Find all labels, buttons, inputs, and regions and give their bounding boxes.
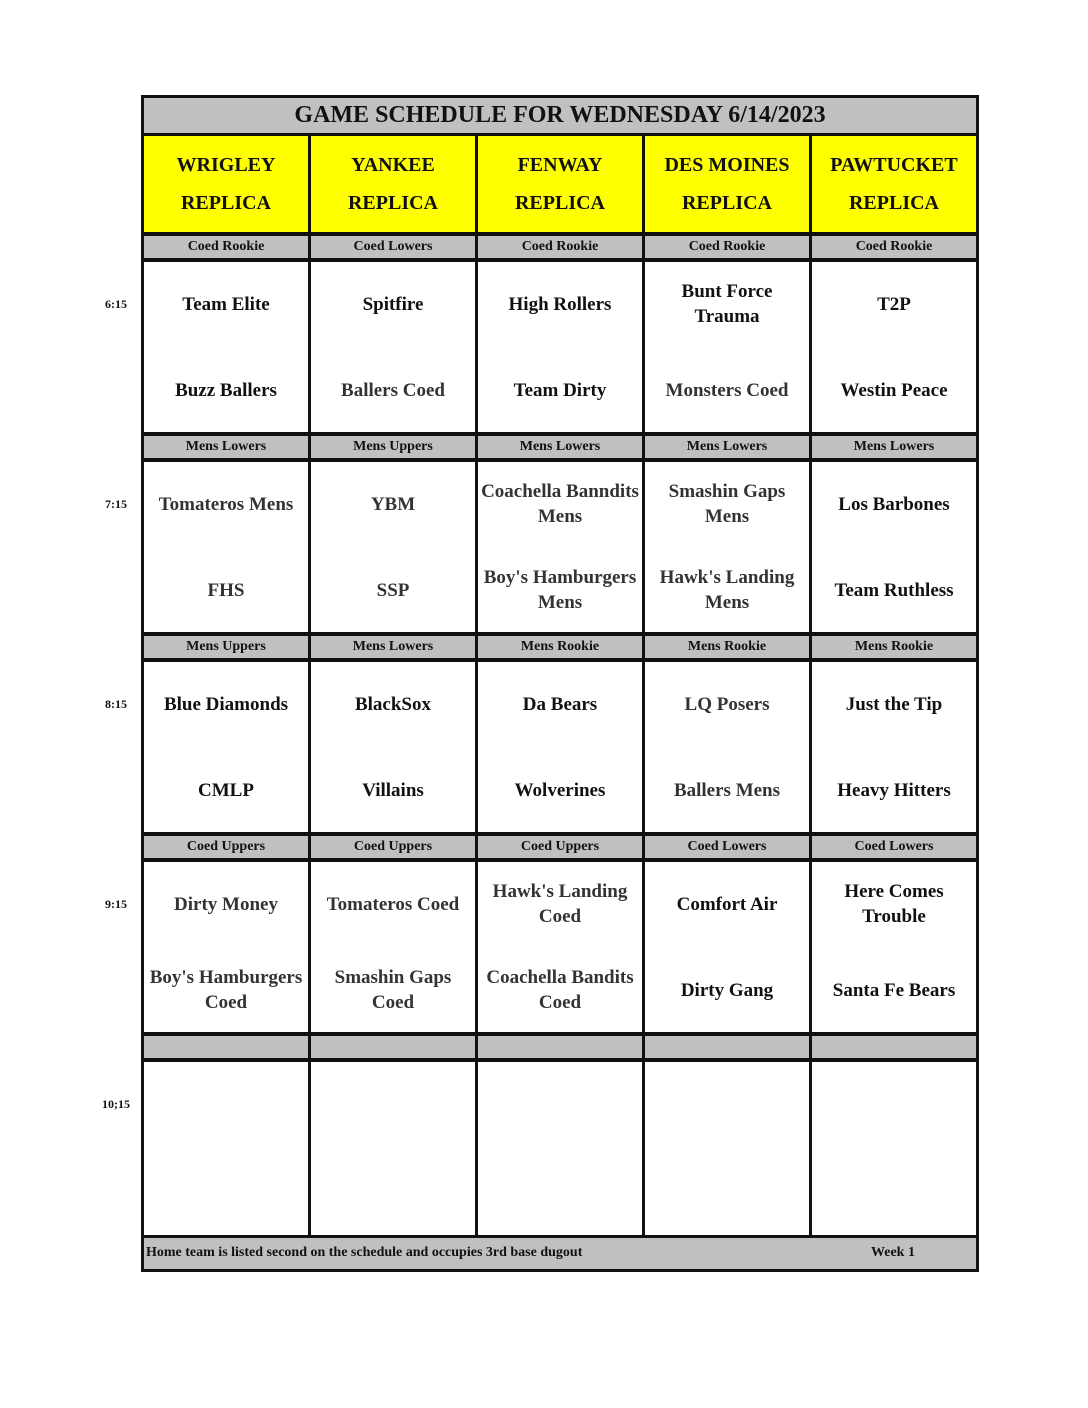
away-team: YBM — [370, 493, 416, 515]
game-cell — [311, 862, 475, 1032]
field-header — [311, 136, 475, 232]
game-cell — [478, 1062, 642, 1235]
field-header — [645, 136, 809, 232]
division-label — [812, 1036, 976, 1058]
away-team — [311, 1062, 475, 1146]
away-team — [812, 1062, 976, 1146]
game-cell — [645, 862, 809, 1032]
field-name: PAWTUCKET — [830, 154, 958, 176]
game-cell — [144, 862, 308, 1032]
division-label: Coed Lowers — [645, 836, 809, 858]
page-title: GAME SCHEDULE FOR WEDNESDAY 6/14/2023 — [144, 98, 976, 136]
home-team: Hawk's Landing Mens — [659, 567, 795, 613]
game-cell — [478, 862, 642, 1032]
division-label: Coed Uppers — [311, 836, 475, 858]
game-cell — [812, 1062, 976, 1235]
away-team — [478, 1062, 642, 1146]
home-team — [812, 1148, 976, 1232]
away-team: Dirty Money — [174, 893, 278, 915]
game-cell — [645, 662, 809, 832]
home-team — [478, 1148, 642, 1232]
field-subtitle: REPLICA — [514, 192, 605, 214]
division-label: Coed Uppers — [478, 836, 642, 858]
away-team: LQ Posers — [684, 693, 770, 715]
field-header — [812, 136, 976, 232]
game-cell — [812, 662, 976, 832]
away-team: Da Bears — [522, 693, 598, 715]
game-cell — [645, 1062, 809, 1235]
home-team: Ballers Mens — [673, 779, 781, 801]
division-label — [478, 1036, 642, 1058]
division-label: Coed Rookie — [144, 236, 308, 258]
home-team: Ballers Coed — [341, 379, 445, 401]
home-team — [645, 1148, 809, 1232]
field-name: DES MOINES — [664, 154, 790, 176]
home-team: Boy's Hamburgers Coed — [149, 967, 303, 1013]
division-label — [144, 1036, 308, 1058]
division-label: Mens Lowers — [144, 436, 308, 458]
game-cell — [812, 462, 976, 632]
home-team: Dirty Gang — [680, 979, 774, 1001]
division-label — [311, 1036, 475, 1058]
division-label: Mens Lowers — [645, 436, 809, 458]
field-subtitle: REPLICA — [848, 192, 939, 214]
division-label: Coed Uppers — [144, 836, 308, 858]
away-team — [144, 1062, 308, 1146]
field-header — [144, 136, 308, 232]
footer-row — [144, 1238, 976, 1269]
away-team — [645, 1062, 809, 1146]
division-label: Mens Lowers — [311, 636, 475, 658]
game-cell — [478, 662, 642, 832]
time-slot-label: 8:15 — [105, 697, 127, 711]
away-team: Tomateros Coed — [326, 893, 460, 915]
away-team: Spitfire — [362, 293, 424, 315]
away-team: Coachella Banndits Mens — [481, 481, 639, 527]
away-team: Los Barbones — [838, 493, 950, 515]
division-label: Coed Lowers — [812, 836, 976, 858]
home-team: Team Dirty — [513, 379, 607, 401]
away-team: High Rollers — [508, 293, 612, 315]
home-team — [144, 1148, 308, 1232]
field-header — [478, 136, 642, 232]
game-cell — [478, 462, 642, 632]
game-cell — [311, 462, 475, 632]
division-label: Coed Lowers — [311, 236, 475, 258]
division-label: Mens Lowers — [812, 436, 976, 458]
field-subtitle: REPLICA — [180, 192, 271, 214]
schedule-table — [141, 95, 979, 1272]
division-label — [645, 1036, 809, 1058]
field-subtitle: REPLICA — [681, 192, 772, 214]
game-cell — [144, 662, 308, 832]
division-label: Coed Rookie — [812, 236, 976, 258]
division-label: Mens Rookie — [645, 636, 809, 658]
home-team: FHS — [207, 579, 245, 601]
division-label: Mens Uppers — [311, 436, 475, 458]
division-label: Mens Uppers — [144, 636, 308, 658]
division-label: Coed Rookie — [478, 236, 642, 258]
away-team: Tomateros Mens — [158, 493, 294, 515]
home-team: SSP — [376, 579, 410, 601]
away-team: Smashin Gaps Mens — [668, 481, 786, 527]
home-team: Villains — [362, 779, 424, 801]
game-cell — [311, 662, 475, 832]
home-team: Coachella Bandits Coed — [486, 967, 634, 1013]
field-name: WRIGLEY — [176, 154, 276, 176]
game-cell — [812, 262, 976, 432]
game-cell — [645, 462, 809, 632]
away-team: T2P — [877, 293, 911, 315]
away-team: Team Elite — [182, 293, 270, 315]
home-team: Heavy Hitters — [837, 779, 951, 801]
game-cell — [144, 462, 308, 632]
away-team: Blue Diamonds — [163, 693, 289, 715]
game-cell — [812, 862, 976, 1032]
division-label: Mens Lowers — [478, 436, 642, 458]
field-subtitle: REPLICA — [347, 192, 438, 214]
away-team: Hawk's Landing Coed — [492, 881, 628, 927]
game-cell — [478, 262, 642, 432]
away-team: Comfort Air — [676, 893, 778, 915]
game-cell — [311, 1062, 475, 1235]
away-team: Bunt Force Trauma — [681, 281, 773, 327]
away-team: BlackSox — [354, 693, 432, 715]
time-slot-label: 9:15 — [105, 897, 127, 911]
division-label: Mens Rookie — [812, 636, 976, 658]
field-name: YANKEE — [351, 154, 435, 176]
away-team: Here Comes Trouble — [844, 881, 944, 927]
home-team: Smashin Gaps Coed — [334, 967, 452, 1013]
time-slot-label: 10;15 — [102, 1097, 130, 1111]
home-team: Wolverines — [514, 779, 606, 801]
home-team: CMLP — [198, 779, 254, 801]
game-cell — [144, 1062, 308, 1235]
time-slot-label: 6:15 — [105, 297, 127, 311]
division-label: Coed Rookie — [645, 236, 809, 258]
home-team: Team Ruthless — [834, 579, 954, 601]
home-team — [311, 1148, 475, 1232]
field-name: FENWAY — [517, 154, 603, 176]
game-cell — [144, 262, 308, 432]
time-slot-label: 7:15 — [105, 497, 127, 511]
division-label: Mens Rookie — [478, 636, 642, 658]
home-team: Santa Fe Bears — [832, 979, 956, 1001]
game-cell — [311, 262, 475, 432]
week-label: Week 1 — [871, 1245, 915, 1260]
home-team: Boy's Hamburgers Mens — [483, 567, 637, 613]
home-team: Westin Peace — [840, 379, 948, 401]
home-team: Buzz Ballers — [175, 379, 277, 401]
away-team: Just the Tip — [845, 693, 943, 715]
home-team: Monsters Coed — [665, 379, 789, 401]
footer-note: Home team is listed second on the schedule and occupies 3rd base dugout — [146, 1245, 583, 1260]
game-cell — [645, 262, 809, 432]
